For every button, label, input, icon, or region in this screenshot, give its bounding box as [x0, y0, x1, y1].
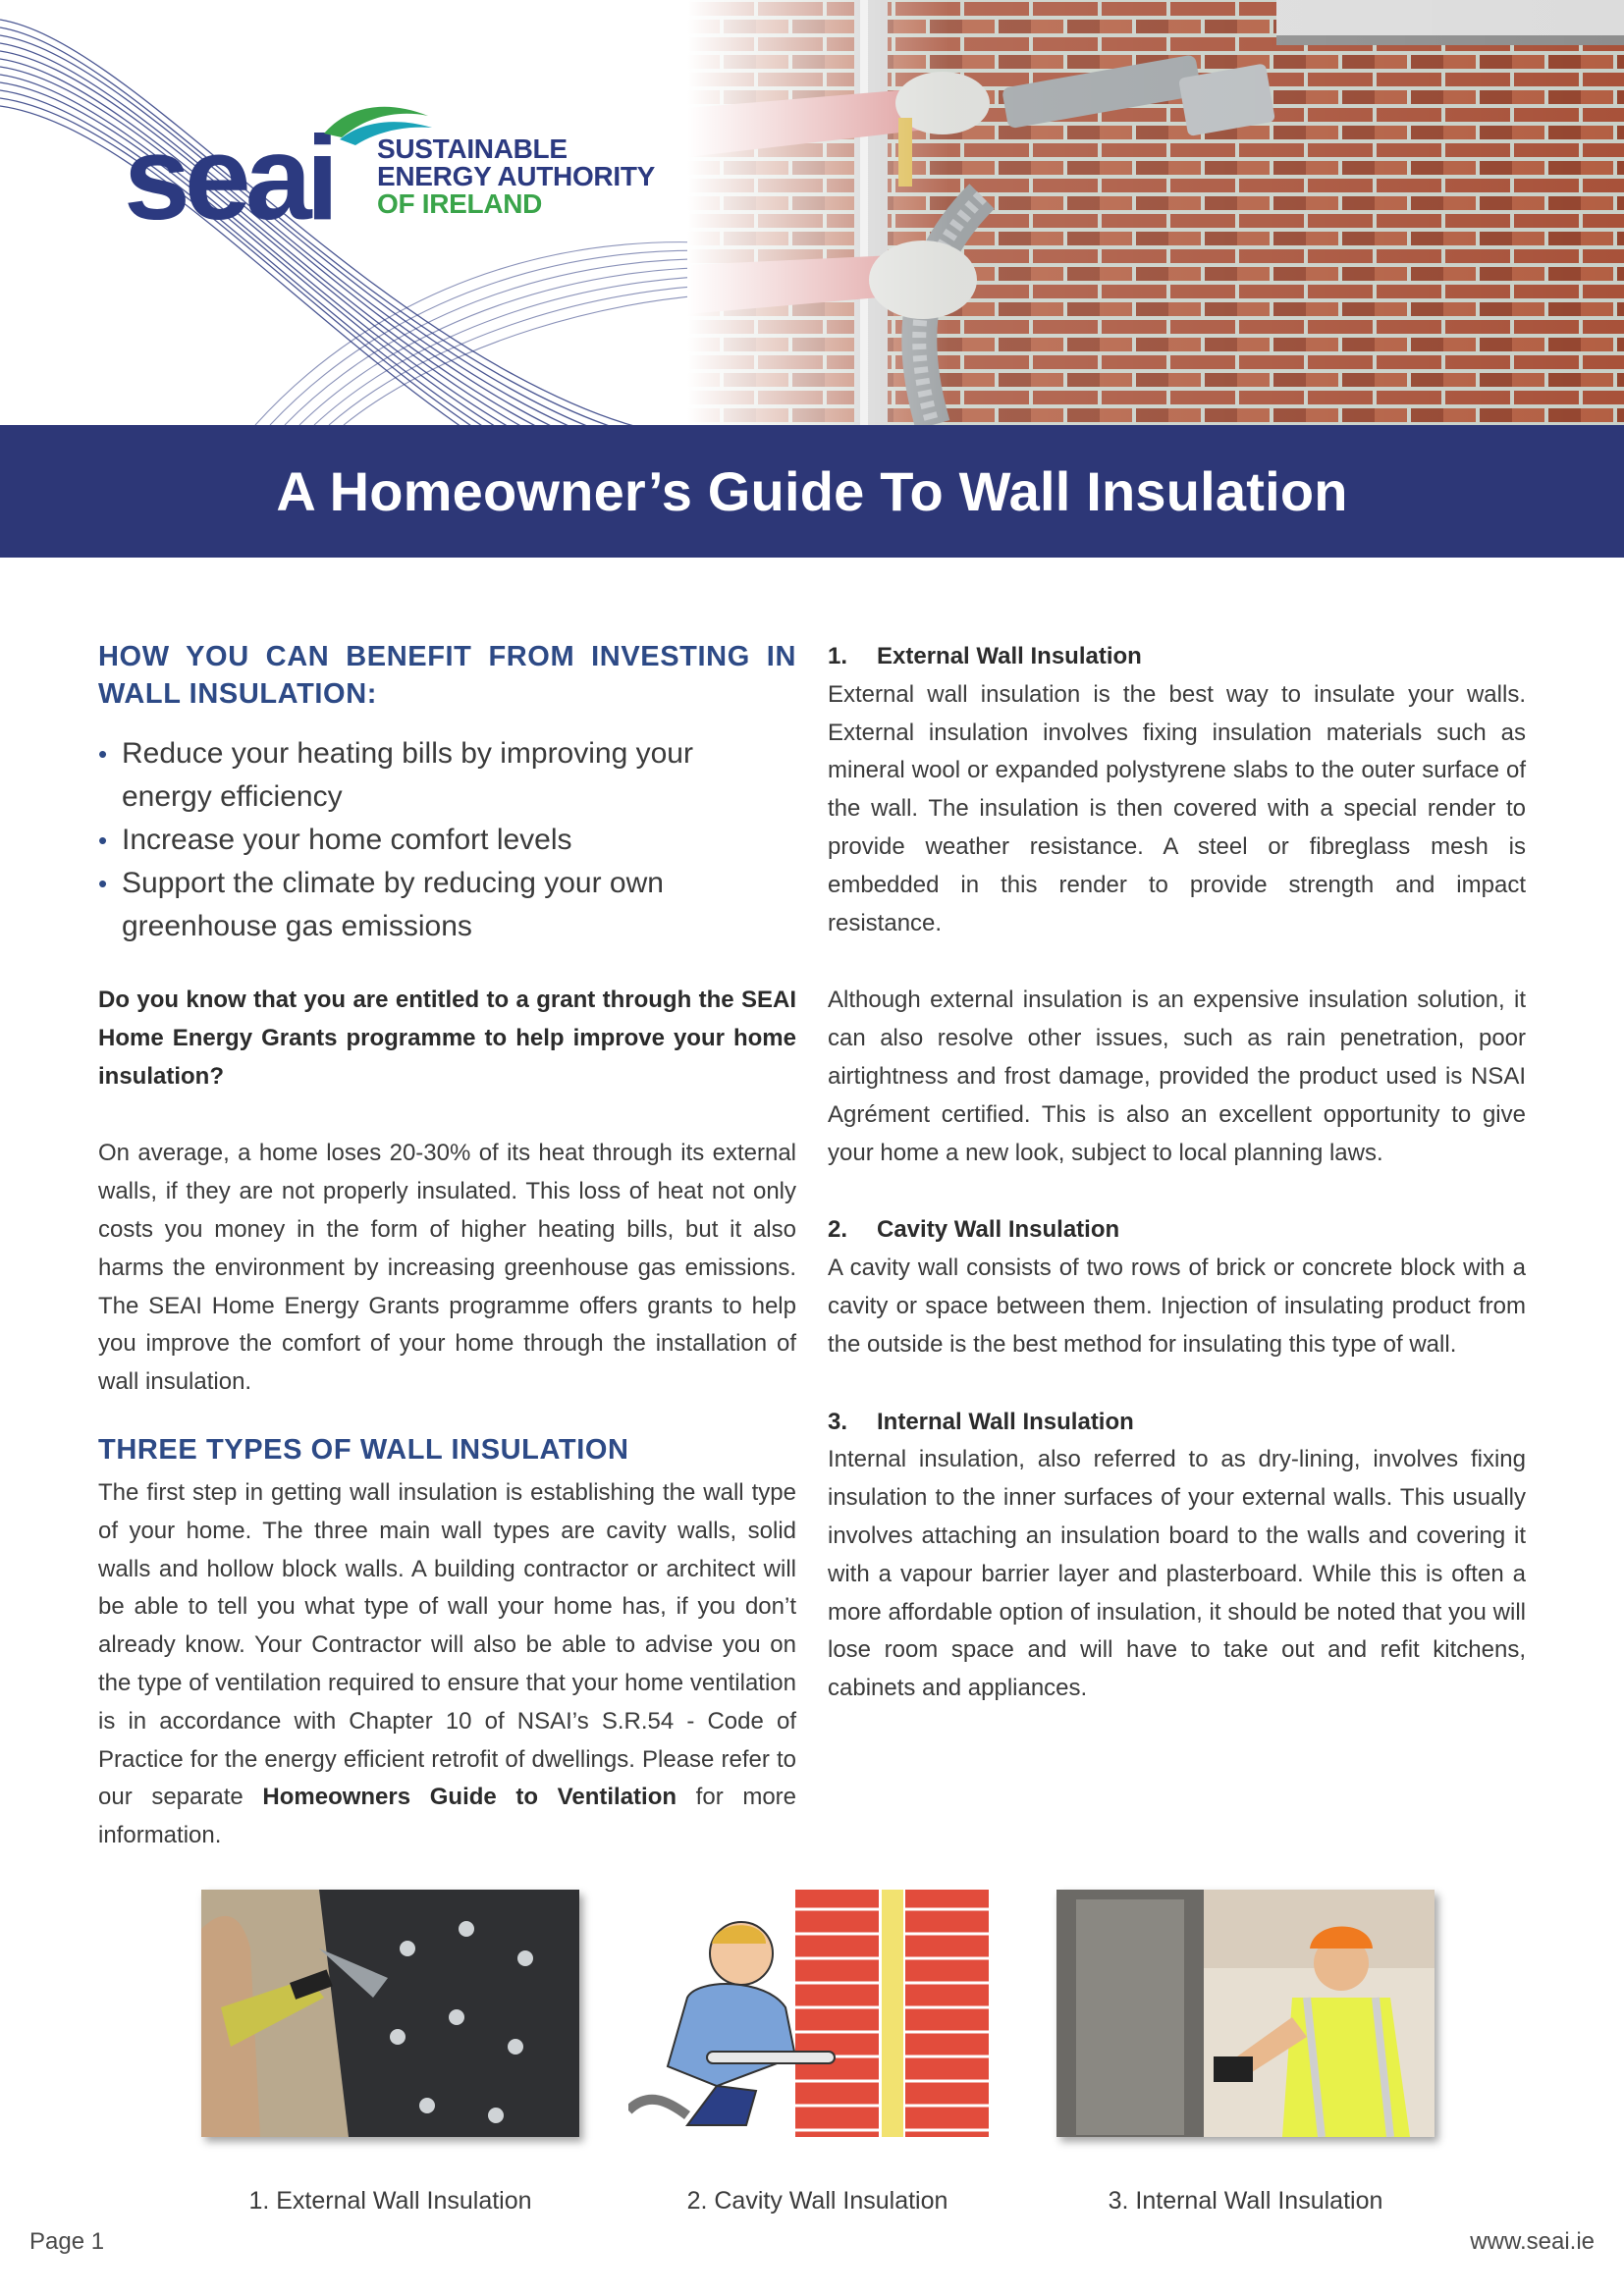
- list-item: [98, 862, 796, 948]
- heat-loss-paragraph: On average, a home loses 20-30% of its heat through its external walls, if they are not properly insulated. This loss of heat not only costs you money in the form of higher heating bills, but it also harms the environment by increasing greenhouse gas emissions. The SEAI Home Energy Grants programme offers grants to help you improve the comfort of your home through the installation of wall insulation.: [98, 1140, 796, 1396]
- logo-line-1: SUSTAINABLE: [377, 133, 568, 164]
- section-heading: [828, 638, 1526, 676]
- benefits-list: [98, 732, 796, 948]
- logo-wordmark: seai: [124, 111, 334, 244]
- types-paragraph: [98, 1474, 796, 1855]
- list-item: [98, 819, 796, 862]
- section-title: Internal Wall Insulation: [877, 1408, 1134, 1435]
- section-cavity: [828, 1211, 1526, 1363]
- cavity-insulation-illustration: [628, 1890, 1006, 2137]
- figure-caption: 3. Internal Wall Insulation: [1108, 2187, 1383, 2215]
- list-item: [98, 732, 796, 819]
- header-photo: [687, 0, 1624, 425]
- internal-insulation-photo: [1056, 1890, 1435, 2137]
- external-insulation-photo: [201, 1890, 579, 2137]
- benefit-text-cont: energy efficiency: [122, 780, 343, 813]
- section-title: Cavity Wall Insulation: [877, 1216, 1120, 1244]
- title-bar: [0, 425, 1624, 558]
- ventilation-guide-reference: Homeowners Guide to Ventilation: [262, 1784, 677, 1811]
- right-column: [828, 638, 1526, 1708]
- benefits-heading: HOW YOU CAN BENEFIT FROM INVESTING IN WALL INSULATION:: [98, 641, 796, 710]
- logo-line-3: OF IRELAND: [377, 188, 543, 219]
- benefit-text: Increase your home comfort levels: [122, 824, 572, 856]
- types-tail: for more information.: [98, 1784, 797, 1849]
- page-number: Page 1: [29, 2228, 105, 2255]
- cavity-insulation-image: [628, 1890, 1006, 2137]
- section-paragraph: External wall insulation is the best way to insulate your walls. External insulation involves fixing insulation materials such as mineral wool or expanded polystyrene slabs to the outer surface of the wall. The insulation is then covered with a special render to provide weather resistance. A steel or fibreglass mesh is embedded in this render to provide strength and impact resistance.: [828, 680, 1526, 936]
- grant-question: Do you know that you are entitled to a grant through the SEAI Home Energy Grants programme to help improve your home insulation?: [98, 987, 796, 1090]
- benefit-text: Support the climate by reducing your own: [122, 867, 664, 899]
- page-title: A Homeowner’s Guide To Wall Insulation: [276, 460, 1348, 522]
- section-paragraph: Although external insulation is an expensive insulation solution, it can also resolve other issues, such as rain penetration, poor airtightness and frost damage, provided the product used is NSAI Agrément certified. This is also an excellent opportunity to give your home a new look, subject to local planning laws.: [828, 987, 1526, 1166]
- types-text: The first step in getting wall insulation is establishing the wall type of your home. The three main wall types are cavity walls, solid walls and hollow block walls. A building contractor or architect will be able to tell you what type of wall your home has, if you don’t already know. Your Contractor will also be able to advise you on the type of ventilation required to ensure that your home ventilation is in accordance with Chapter 10 of NSAI’s S.R.54 - Code of Practice for the energy efficient retrofit of dwellings. Please refer to our separate: [98, 1478, 796, 1811]
- section-number: 1.: [828, 643, 848, 669]
- section-paragraph: A cavity wall consists of two rows of brick or concrete block with a cavity or space between them. Injection of insulating product from the outside is the best method for insulating this type of wall.: [828, 1255, 1526, 1358]
- internal-insulation-image: [1056, 1890, 1435, 2137]
- section-heading: [828, 1211, 1526, 1250]
- bullet-icon: •: [98, 826, 108, 855]
- logo-tagline: [377, 135, 655, 218]
- section-internal: [828, 1404, 1526, 1708]
- types-heading: THREE TYPES OF WALL INSULATION: [98, 1433, 629, 1466]
- section-heading: [828, 1404, 1526, 1442]
- section-external: [828, 638, 1526, 1172]
- section-title: External Wall Insulation: [877, 643, 1142, 669]
- website-url: www.seai.ie: [1470, 2228, 1595, 2255]
- brick-wall-injection-image: [687, 0, 1624, 425]
- left-column: [98, 638, 796, 1855]
- section-paragraph: Internal insulation, also referred to as dry-lining, involves fixing insulation to the inner surfaces of your external walls. This usually involves attaching an insulation board to the walls and covering it with a vapour barrier layer and plasterboard. While this is often a more affordable option of insulation, it should be noted that you will lose room space and will have to take out and refit kitchens, cabinets and appliances.: [828, 1446, 1526, 1702]
- figure-caption: 1. External Wall Insulation: [248, 2187, 532, 2215]
- section-number: 3.: [828, 1408, 848, 1435]
- benefit-text: Reduce your heating bills by improving your: [122, 737, 693, 770]
- benefit-text-cont: greenhouse gas emissions: [122, 910, 472, 942]
- seai-logo: [124, 111, 656, 244]
- logo-line-2: ENERGY AUTHORITY: [377, 161, 656, 191]
- bullet-icon: •: [98, 739, 108, 769]
- external-insulation-image: [201, 1890, 579, 2137]
- section-number: 2.: [828, 1216, 848, 1244]
- bullet-icon: •: [98, 869, 108, 898]
- page-header: [0, 0, 1624, 425]
- figure-caption: 2. Cavity Wall Insulation: [686, 2187, 948, 2215]
